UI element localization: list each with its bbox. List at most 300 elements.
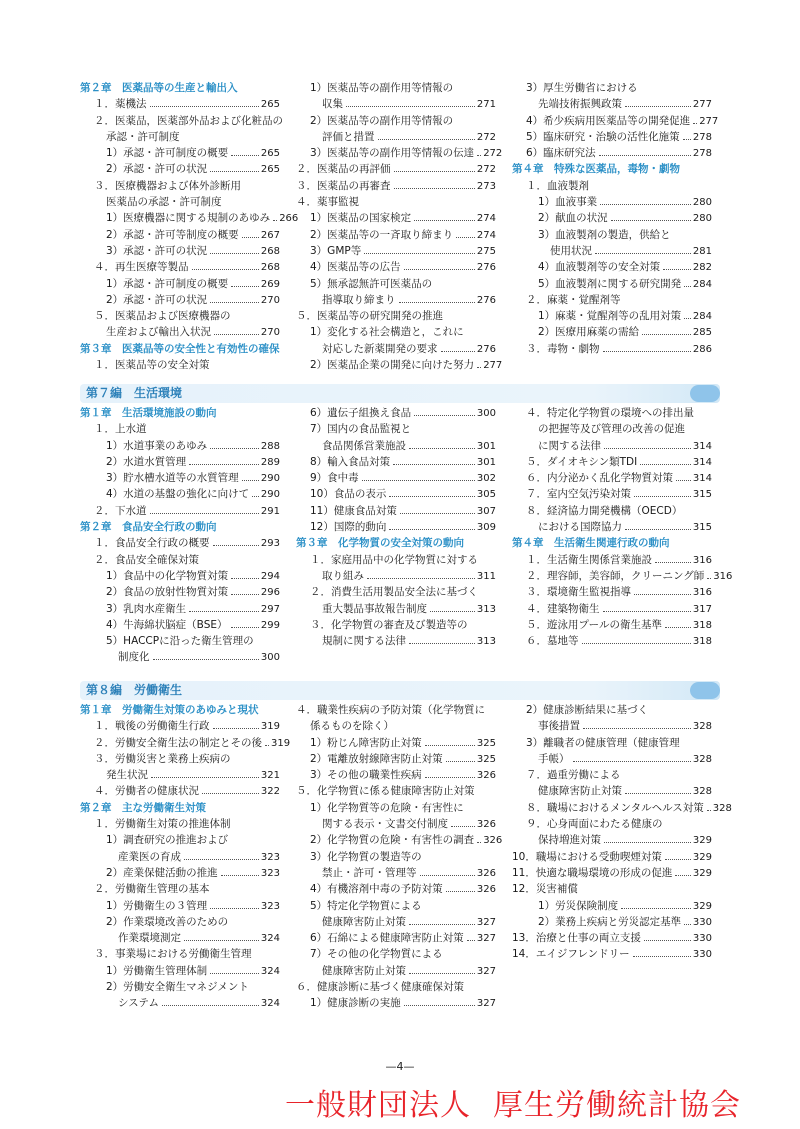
toc-entry — [296, 194, 496, 210]
toc-entry — [296, 113, 496, 129]
toc-entry — [512, 276, 712, 292]
toc-entry — [512, 438, 712, 454]
toc-leader-dots — [477, 842, 481, 843]
toc-leader-dots — [184, 859, 259, 860]
toc-entry-page: 268 — [260, 262, 280, 274]
toc-entry — [296, 914, 496, 930]
toc-column-2 — [296, 80, 503, 373]
toc-entry — [296, 96, 496, 112]
toc-entry-page: 329 — [692, 835, 712, 847]
toc-entry-page: 327 — [476, 916, 496, 928]
toc-leader-dots — [414, 220, 475, 221]
toc-column-3 — [512, 702, 732, 963]
toc-entry-title: 4）有機溶剤中毒の予防対策 — [310, 883, 443, 896]
publisher-name — [285, 1080, 741, 1124]
toc-leader-dots — [242, 480, 259, 481]
toc-entry-page: 328 — [692, 786, 712, 798]
toc-entry-title: 3）貯水槽水道等の水質管理 — [106, 472, 239, 485]
toc-leader-dots — [446, 891, 475, 892]
toc-entry-title: 9）食中毒 — [310, 472, 359, 485]
toc-leader-dots — [394, 188, 475, 189]
toc-entry-page: 299 — [260, 619, 280, 631]
toc-entry-title: 1）水道事業のあゆみ — [106, 439, 208, 452]
toc-entry-title: 2）電離放射線障害防止対策 — [310, 752, 443, 765]
toc-entry — [80, 930, 280, 946]
toc-entry-page: 323 — [260, 867, 280, 879]
toc-entry-page: 314 — [692, 440, 712, 452]
toc-entry-title: 1）食品中の化学物質対策 — [106, 569, 229, 582]
toc-entry — [80, 995, 280, 1011]
toc-leader-dots — [231, 578, 259, 579]
toc-entry-title: 食品関係営業施設 — [322, 439, 406, 452]
toc-entry-title: 1）労働衛生の３管理 — [106, 899, 208, 912]
toc-entry-title: 2）医薬品等の一斉取り締まり — [310, 228, 454, 241]
toc-entry-title: 健康障害防止対策 — [538, 785, 622, 798]
toc-entry-page: 330 — [692, 916, 712, 928]
toc-leader-dots — [389, 529, 475, 530]
toc-leader-dots — [644, 940, 691, 941]
toc-entry — [296, 210, 496, 226]
toc-entry-title: 5）HACCPに沿った衛生管理の — [106, 635, 254, 648]
toc-entry-title: 1）承認・許可制度の概要 — [106, 147, 229, 160]
toc-entry-title: 6）遺伝子組換え食品 — [310, 407, 412, 419]
toc-entry — [80, 783, 280, 799]
toc-entry — [512, 421, 712, 437]
toc-leader-dots — [221, 875, 259, 876]
toc-entry-page: 301 — [476, 440, 496, 452]
toc-entry — [296, 243, 496, 259]
toc-entry-title: ８．職場におけるメンタルヘルス対策 — [526, 801, 704, 814]
toc-entry — [296, 438, 496, 454]
toc-entry-title: ２．消費生活用製品安全法に基づく — [310, 586, 478, 599]
toc-entry-title: ２．麻薬・覚醒剤等 — [526, 293, 621, 306]
toc-entry-title: １．医薬品等の安全対策 — [94, 359, 210, 372]
toc-entry-title: 7）国内の食品監視と — [310, 423, 412, 436]
toc-entry-title: 5）特定化学物質による — [310, 899, 422, 912]
toc-entry-title: 3）その他の職業性疾病 — [310, 769, 422, 782]
toc-entry-page: 319 — [271, 737, 291, 749]
toc-entry-title: 事後措置 — [538, 720, 580, 733]
toc-entry-page: 328 — [692, 753, 712, 765]
toc-entry-title: 2）業務上疾病と労災認定基準 — [538, 915, 682, 928]
toc-entry-title: 4）水道の基盤の強化に向けて — [106, 488, 250, 501]
toc-entry — [80, 849, 280, 865]
toc-entry — [296, 227, 496, 243]
toc-entry — [512, 767, 712, 783]
toc-entry — [80, 633, 280, 649]
toc-entry-title: 1）労災保険制度 — [538, 899, 619, 912]
toc-leader-dots — [150, 106, 259, 107]
toc-leader-dots — [400, 513, 475, 514]
toc-entry — [80, 649, 280, 665]
toc-entry-title: 11）健康食品対策 — [310, 504, 397, 517]
toc-entry — [296, 946, 496, 962]
toc-entry-title: ２．下水道 — [94, 504, 147, 517]
toc-entry-title: 第３章 化学物質の安全対策の動向 — [296, 537, 464, 550]
toc-section-part7 — [80, 405, 733, 670]
toc-entry-page: 280 — [692, 197, 712, 209]
toc-entry-page: 318 — [692, 619, 712, 631]
toc-entry — [512, 80, 712, 96]
toc-entry-title: 8）輸入食品対策 — [310, 455, 391, 468]
toc-leader-dots — [210, 448, 259, 449]
toc-entry-page: 278 — [692, 148, 712, 160]
toc-leader-dots — [151, 777, 259, 778]
toc-entry — [80, 243, 280, 259]
toc-entry-title: 保持増進対策 — [538, 834, 601, 847]
toc-entry — [80, 503, 280, 519]
toc-entry — [80, 963, 280, 979]
toc-entry — [512, 324, 712, 340]
toc-leader-dots — [625, 529, 691, 530]
toc-entry-title: 対応した新薬開発の要求 — [322, 342, 438, 355]
toc-entry-page: 270 — [260, 327, 280, 339]
toc-entry-title: １．薬機法 — [94, 98, 147, 111]
toc-entry-page: 285 — [692, 327, 712, 339]
toc-entry — [512, 454, 712, 470]
toc-entry — [80, 421, 280, 437]
toc-entry — [512, 898, 712, 914]
toc-entry-title: 手帳） — [538, 752, 570, 765]
toc-entry — [296, 979, 496, 995]
toc-leader-dots — [621, 908, 691, 909]
publisher-name-part2: 厚生労働統計協会 — [493, 1088, 741, 1123]
toc-entry-page: 316 — [692, 554, 712, 566]
toc-entry-title: 1）血液事業 — [538, 196, 598, 209]
toc-leader-dots — [675, 875, 691, 876]
toc-entry-page: 265 — [260, 164, 280, 176]
publisher-name-part1: 一般財団法人 — [285, 1088, 471, 1123]
toc-leader-dots — [684, 318, 691, 319]
toc-entry-title: 係るものを除く） — [310, 720, 394, 733]
toc-leader-dots — [252, 496, 259, 497]
toc-leader-dots — [599, 155, 691, 156]
toc-entry — [512, 865, 712, 881]
toc-entry-page: 271 — [476, 99, 496, 111]
toc-entry-title: ３．環境衛生監視指導 — [526, 586, 631, 599]
toc-entry-page: 276 — [476, 262, 496, 274]
toc-leader-dots — [231, 627, 259, 628]
toc-column-2 — [296, 702, 503, 1012]
toc-entry-page: 277 — [699, 115, 719, 127]
toc-leader-dots — [583, 728, 691, 729]
toc-leader-dots — [655, 562, 691, 563]
toc-entry-title: 第１章 生活環境施設の動向 — [80, 407, 217, 419]
toc-leader-dots — [430, 611, 475, 612]
toc-entry — [296, 341, 496, 357]
toc-entry — [512, 210, 712, 226]
toc-entry-title: ４．労働者の健康状況 — [94, 785, 199, 798]
toc-entry — [296, 145, 503, 161]
toc-entry — [512, 881, 712, 897]
toc-column-1 — [80, 80, 299, 373]
toc-entry — [296, 735, 496, 751]
toc-leader-dots — [378, 139, 475, 140]
toc-entry-title: 2）作業環境改善のための — [106, 915, 229, 928]
toc-leader-dots — [189, 611, 259, 612]
toc-entry-page: 275 — [476, 245, 496, 257]
toc-entry-page: 319 — [260, 721, 280, 733]
toc-entry-page: 270 — [260, 294, 280, 306]
toc-entry-title: 3）乳肉水産衛生 — [106, 602, 187, 615]
toc-entry-title: 産業医の育成 — [118, 850, 181, 863]
toc-entry — [80, 552, 280, 568]
toc-entry-title: 1）麻薬・覚醒剤等の乱用対策 — [538, 310, 682, 323]
toc-entry-page: 329 — [692, 867, 712, 879]
toc-entry-title: ２．労働安全衛生法の制定とその後 — [94, 736, 262, 749]
toc-leader-dots — [477, 155, 481, 156]
toc-entry — [296, 292, 496, 308]
toc-leader-dots — [414, 415, 475, 416]
toc-entry-title: 6）石綿による健康障害防止対策 — [310, 932, 464, 945]
toc-entry-title: ４．薬事監視 — [296, 196, 359, 209]
banner-decoration-pill — [690, 682, 720, 699]
toc-chapter-heading — [512, 161, 712, 177]
toc-entry-title: ４．建築物衛生 — [526, 602, 600, 615]
toc-entry-title: 2）健康診断結果に基づく — [526, 704, 649, 716]
toc-entry — [296, 898, 496, 914]
toc-entry — [296, 324, 496, 340]
toc-entry-title: 2）労働安全衛生マネジメント — [106, 981, 249, 994]
toc-entry-title: 2）承認・許可等制度の概要 — [106, 228, 239, 241]
toc-entry — [296, 800, 496, 816]
toc-entry-page: 272 — [483, 148, 503, 160]
toc-entry-title: 1）健康診断の実施 — [310, 997, 401, 1010]
toc-leader-dots — [404, 1005, 475, 1006]
toc-entry — [512, 832, 712, 848]
toc-entry-title: ３．毒物・劇物 — [526, 342, 600, 355]
toc-entry — [512, 259, 712, 275]
toc-entry — [296, 617, 496, 633]
toc-entry-title: 4）牛海綿状脳症（BSE） — [106, 618, 228, 631]
toc-entry-page: 273 — [476, 180, 496, 192]
toc-entry-title: 取り組み — [322, 569, 364, 582]
toc-leader-dots — [213, 728, 259, 729]
toc-entry-page: 268 — [260, 245, 280, 257]
toc-entry — [512, 308, 712, 324]
toc-entry — [80, 601, 280, 617]
toc-entry-title: 制度化 — [118, 651, 150, 664]
toc-entry-title: 12．災害補償 — [512, 883, 578, 896]
toc-entry — [296, 129, 496, 145]
toc-entry-page: 272 — [476, 164, 496, 176]
toc-entry-page: 329 — [692, 851, 712, 863]
toc-entry-page: 316 — [713, 570, 733, 582]
toc-chapter-heading — [80, 341, 280, 357]
toc-entry-page: 322 — [260, 786, 280, 798]
toc-entry-page: 323 — [260, 851, 280, 863]
toc-entry — [80, 194, 280, 210]
toc-entry — [80, 129, 280, 145]
toc-entry-title: 5）血液製剤に関する研究開発 — [538, 277, 682, 290]
toc-entry-page: 278 — [692, 131, 712, 143]
toc-entry — [296, 161, 496, 177]
toc-entry-title: ４．再生医療等製品 — [94, 261, 189, 274]
toc-entry-page: 300 — [476, 408, 496, 419]
toc-entry — [512, 751, 712, 767]
toc-entry-page: 311 — [476, 570, 496, 582]
toc-entry — [296, 881, 496, 897]
toc-entry — [80, 259, 280, 275]
toc-entry-title: 3）血液製剤の製造，供給と — [538, 228, 671, 241]
toc-entry — [296, 454, 496, 470]
toc-entry-title: 11．快適な職場環境の形成の促進 — [512, 866, 673, 879]
toc-leader-dots — [600, 204, 691, 205]
toc-entry-page: 324 — [260, 965, 280, 977]
toc-entry-page: 330 — [692, 933, 712, 945]
toc-entry-title: 3）医薬品等の副作用等情報の伝達 — [310, 147, 475, 160]
toc-entry — [296, 357, 503, 373]
toc-entry-title: 医薬品の承認・許可制度 — [106, 196, 222, 209]
toc-leader-dots — [684, 924, 691, 925]
toc-leader-dots — [451, 826, 475, 827]
toc-leader-dots — [394, 171, 475, 172]
part8-banner — [80, 681, 720, 700]
toc-entry-page: 309 — [476, 522, 496, 534]
toc-entry-title: 4）血液製剤等の安全対策 — [538, 261, 661, 274]
toc-entry-title: 2）医薬品等の副作用等情報の — [310, 114, 454, 127]
toc-leader-dots — [683, 139, 691, 140]
toc-leader-dots — [467, 940, 475, 941]
toc-entry-page: 314 — [692, 456, 712, 468]
toc-entry-title: 2）産業保健活動の推進 — [106, 866, 218, 879]
toc-entry — [296, 702, 496, 718]
toc-entry-page: 328 — [692, 721, 712, 733]
toc-entry-title: １．上水道 — [94, 423, 147, 436]
toc-entry-title: ２．食品安全確保対策 — [94, 553, 199, 566]
toc-entry-page: 274 — [476, 213, 496, 225]
toc-entry-title: 14．エイジフレンドリー — [512, 948, 630, 961]
toc-entry-title: ４．特定化学物質の環境への排出量 — [526, 407, 694, 419]
toc-leader-dots — [456, 237, 475, 238]
toc-entry — [80, 735, 291, 751]
toc-entry-title: 12）国際的動向 — [310, 521, 387, 534]
toc-entry-title: 使用状況 — [550, 244, 592, 257]
toc-entry — [80, 161, 280, 177]
toc-entry — [512, 341, 712, 357]
toc-leader-dots — [604, 448, 691, 449]
toc-entry — [512, 568, 733, 584]
toc-leader-dots — [665, 627, 691, 628]
toc-entry-title: 5）無承認無許可医薬品の — [310, 277, 433, 290]
toc-leader-dots — [364, 253, 475, 254]
toc-leader-dots — [611, 220, 691, 221]
page-number: —4— — [385, 1060, 415, 1073]
toc-entry-page: 326 — [476, 867, 496, 879]
toc-entry — [512, 584, 712, 600]
toc-entry — [80, 946, 280, 962]
toc-leader-dots — [409, 924, 475, 925]
toc-entry — [512, 816, 712, 832]
toc-entry-page: 305 — [476, 489, 496, 501]
toc-entry — [296, 849, 496, 865]
toc-leader-dots — [242, 237, 259, 238]
toc-leader-dots — [362, 480, 475, 481]
toc-entry-page: 265 — [260, 99, 280, 111]
toc-entry-page: 325 — [476, 753, 496, 765]
toc-entry-title: ２．労働衛生管理の基本 — [94, 883, 210, 896]
toc-entry-title: ５．化学物質に係る健康障害防止対策 — [296, 785, 475, 798]
toc-entry — [80, 178, 280, 194]
toc-entry — [80, 832, 280, 848]
toc-entry-title: 10）食品の表示 — [310, 488, 387, 501]
toc-leader-dots — [625, 106, 691, 107]
toc-entry-title: ２．理容師，美容師，クリーニング師 — [526, 569, 705, 582]
toc-leader-dots — [663, 269, 691, 270]
toc-entry — [296, 816, 496, 832]
toc-entry-page: 326 — [476, 884, 496, 896]
toc-leader-dots — [389, 496, 475, 497]
toc-entry — [296, 80, 496, 96]
toc-column-3 — [512, 80, 719, 357]
toc-entry — [296, 421, 496, 437]
toc-entry-title: ６．内分泌かく乱化学物質対策 — [526, 472, 673, 485]
toc-entry-page: 327 — [476, 998, 496, 1010]
toc-entry-title: 第４章 生活衛生関連行政の動向 — [512, 537, 670, 550]
toc-entry — [512, 601, 712, 617]
toc-leader-dots — [665, 859, 691, 860]
toc-entry-title: 5）臨床研究・治験の活性化施策 — [526, 130, 680, 143]
toc-leader-dots — [162, 1005, 259, 1006]
toc-entry-page: 326 — [476, 819, 496, 831]
toc-leader-dots — [346, 106, 475, 107]
toc-section-part8 — [80, 702, 732, 1022]
toc-leader-dots — [441, 351, 475, 352]
toc-entry-title: １．家庭用品中の化学物質に対する — [310, 553, 478, 566]
toc-entry-title: ８．経済協力開発機構（OECD） — [526, 504, 683, 517]
toc-leader-dots — [265, 745, 269, 746]
toc-entry-title: 指導取り締まり — [322, 293, 396, 306]
toc-leader-dots — [202, 793, 259, 794]
toc-entry — [296, 259, 496, 275]
toc-entry-page: 266 — [279, 213, 299, 225]
toc-entry-page: 290 — [260, 489, 280, 501]
toc-section-top — [80, 80, 720, 380]
toc-entry-page: 326 — [483, 835, 503, 847]
toc-leader-dots — [676, 480, 691, 481]
toc-leader-dots — [192, 269, 259, 270]
toc-entry-title: ９．心身両面にわたる健康の — [526, 818, 663, 831]
toc-entry — [512, 113, 719, 129]
toc-entry — [296, 930, 496, 946]
toc-entry-title: 2）食品の放射性物質対策 — [106, 586, 229, 599]
toc-leader-dots — [210, 908, 259, 909]
toc-entry — [296, 503, 496, 519]
toc-entry-page: 324 — [260, 998, 280, 1010]
toc-entry — [80, 584, 280, 600]
toc-entry-title: 1）粉じん障害防止対策 — [310, 736, 422, 749]
toc-entry — [80, 145, 280, 161]
toc-leader-dots — [399, 302, 475, 303]
toc-entry-page: 316 — [692, 587, 712, 599]
toc-leader-dots — [477, 367, 481, 368]
toc-entry-title: 禁止・許可・管理等 — [322, 866, 417, 879]
toc-entry-title: システム — [118, 997, 159, 1010]
toc-leader-dots — [273, 220, 277, 221]
toc-entry — [296, 308, 496, 324]
toc-leader-dots — [595, 253, 691, 254]
toc-leader-dots — [231, 155, 259, 156]
toc-leader-dots — [184, 940, 259, 941]
toc-entry-title: ６．墓地等 — [526, 635, 579, 648]
toc-entry-title: 4）希少疾病用医薬品等の開発促進 — [526, 114, 691, 127]
toc-entry-page: 313 — [476, 636, 496, 648]
toc-entry — [512, 914, 712, 930]
toc-leader-dots — [625, 793, 691, 794]
toc-entry-page: 321 — [260, 770, 280, 782]
toc-leader-dots — [582, 643, 691, 644]
toc-entry-title: ３．医療機器および体外診断用 — [94, 179, 241, 192]
